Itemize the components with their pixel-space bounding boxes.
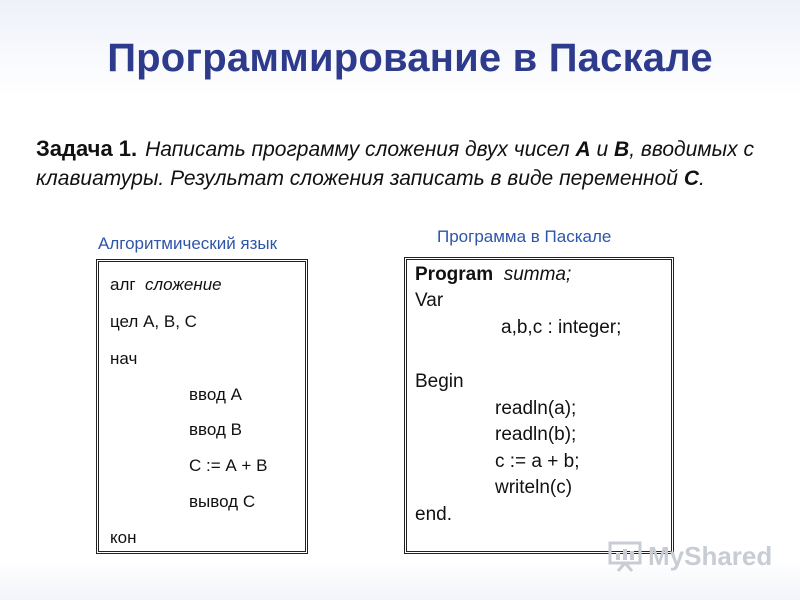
algorithm-box bbox=[96, 259, 308, 554]
algorithm-line-decl: цел А, В, С bbox=[110, 312, 197, 331]
task-text-2: , вводимых с клавиатуры. Результат сложения записать в виде переменной bbox=[36, 138, 754, 190]
task-var-c: C bbox=[683, 167, 699, 190]
pascal-program-name: summa; bbox=[503, 264, 572, 285]
pascal-box bbox=[404, 257, 674, 554]
task-text-3: . bbox=[699, 167, 705, 190]
pascal-line-begin: Begin bbox=[415, 371, 464, 392]
algorithm-line-input-b: ввод В bbox=[189, 420, 242, 439]
task-statement bbox=[36, 134, 756, 193]
task-and: и bbox=[596, 138, 609, 161]
watermark-text: MyShared bbox=[648, 540, 773, 571]
algorithm-line-begin: нач bbox=[110, 349, 138, 368]
pascal-line-assign: c := a + b; bbox=[495, 451, 580, 472]
algorithm-line-assign: С := А + В bbox=[189, 456, 268, 475]
algorithm-line-header bbox=[110, 275, 222, 295]
algorithm-line-input-a: ввод А bbox=[189, 385, 242, 404]
pascal-line-end: end. bbox=[415, 504, 452, 525]
algorithm-keyword: алг bbox=[110, 275, 136, 294]
algorithm-name: сложение bbox=[145, 275, 222, 294]
pascal-caption: Программа в Паскале bbox=[437, 227, 612, 246]
pascal-line-readln-b: readln(b); bbox=[495, 424, 577, 445]
pascal-line-var: Var bbox=[415, 290, 444, 311]
pascal-line-writeln: writeln(c) bbox=[495, 477, 573, 498]
algorithm-caption: Алгоритмический язык bbox=[98, 234, 278, 253]
task-text-1: Написать программу сложения двух чисел bbox=[145, 138, 570, 161]
pascal-line-program bbox=[415, 264, 571, 286]
task-var-b: B bbox=[614, 138, 630, 161]
page-title: Программирование в Паскале bbox=[107, 36, 713, 80]
watermark bbox=[608, 536, 772, 576]
algorithm-line-end: кон bbox=[110, 528, 137, 547]
pascal-program-keyword: Program bbox=[415, 264, 494, 285]
task-var-a: A bbox=[575, 138, 591, 161]
algorithm-line-output: вывод С bbox=[189, 492, 256, 511]
pascal-line-readln-a: readln(a); bbox=[495, 398, 577, 419]
pascal-line-decl: a,b,c : integer; bbox=[501, 317, 622, 338]
presentation-chart-icon bbox=[608, 539, 642, 573]
task-label: Задача 1. bbox=[36, 136, 138, 161]
